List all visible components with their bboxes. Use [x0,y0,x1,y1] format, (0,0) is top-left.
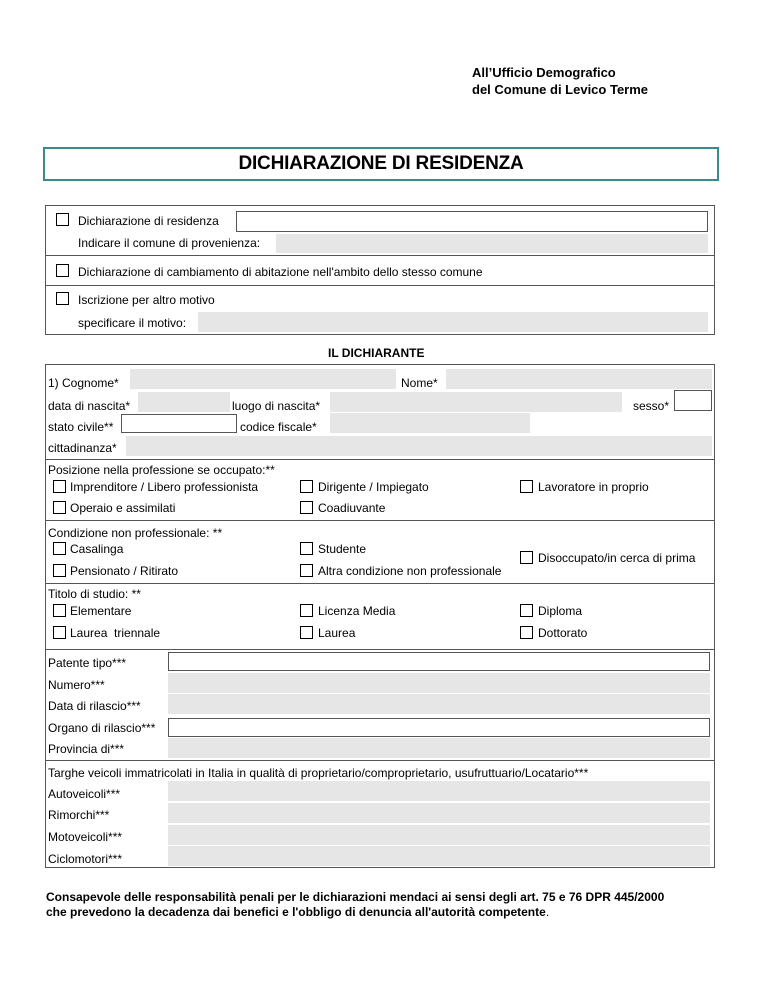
organo-input[interactable] [168,718,710,737]
laurea-checkbox[interactable] [300,626,313,639]
motoveicoli-label: Motoveicoli*** [48,830,123,844]
recipient-address [472,64,648,98]
form-title: DICHIARAZIONE DI RESIDENZA [238,153,524,174]
data-rilascio-input[interactable] [168,694,710,714]
residenza-label: Dichiarazione di residenza [78,214,219,228]
studio-heading: Titolo di studio: ** [48,587,141,601]
luogo-nascita-input[interactable] [330,392,622,412]
operaio-checkbox[interactable] [53,501,66,514]
stato-civile-input[interactable] [121,414,237,433]
professione-heading: Posizione nella professione se occupato:** [48,463,275,477]
imprenditore-checkbox[interactable] [53,480,66,493]
nome-input[interactable] [446,369,712,389]
numero-label: Numero*** [48,678,105,692]
rimorchi-input[interactable] [168,803,710,823]
pensionato-checkbox[interactable] [53,564,66,577]
diploma-checkbox[interactable] [520,604,533,617]
studente-label: Studente [318,542,367,556]
organo-label: Organo di rilascio*** [48,721,156,735]
residenza-input[interactable] [236,211,708,232]
operaio-label: Operaio e assimilati [70,501,176,515]
legal-notice-line-2 [46,905,664,920]
cognome-input[interactable] [130,369,396,389]
numero-input[interactable] [168,673,710,693]
nome-label: Nome* [401,376,438,390]
pensionato-label: Pensionato / Ritirato [70,564,179,578]
luogo-nascita-label: luogo di nascita* [232,399,321,413]
licenza-media-label: Licenza Media [318,604,396,618]
patente-tipo-label: Patente tipo*** [48,656,127,670]
veicoli-heading: Targhe veicoli immatricolati in Italia in qualità di proprietario/comproprietario, usufruttuario/Locatario*** [48,766,589,780]
codice-fiscale-input[interactable] [330,413,530,433]
sesso-label: sesso* [633,399,670,413]
motoveicoli-input[interactable] [168,825,710,845]
data-rilascio-label: Data di rilascio*** [48,699,141,713]
ciclomotori-label: Ciclomotori*** [48,852,123,866]
ciclomotori-input[interactable] [168,846,710,866]
iscrizione-label: Iscrizione per altro motivo [78,293,215,307]
legal-notice-line-2-text: che prevedono la decadenza dai benefici e l'obbligo di denuncia all'autorità competente [46,905,546,919]
rimorchi-label: Rimorchi*** [48,808,110,822]
legal-notice [46,890,664,920]
iscrizione-checkbox[interactable] [56,292,69,305]
residenza-checkbox[interactable] [56,213,69,226]
dottorato-label: Dottorato [538,626,588,640]
condizione-heading: Condizione non professionale: ** [48,526,223,540]
laurea-triennale-checkbox[interactable] [53,626,66,639]
legal-notice-line-1: Consapevole delle responsabilità penali per le dichiarazioni mendaci ai sensi degli art. 75 e 76 DPR 445/2000 [46,890,665,904]
coadiuvante-checkbox[interactable] [300,501,313,514]
cambiamento-label: Dichiarazione di cambiamento di abitazione nell'ambito dello stesso comune [78,265,483,279]
dirigente-checkbox[interactable] [300,480,313,493]
data-nascita-label: data di nascita* [48,399,131,413]
lavoratore-label: Lavoratore in proprio [538,480,649,494]
form-title-box [43,147,719,181]
laurea-label: Laurea [318,626,356,640]
provincia-label: Provincia di*** [48,742,125,756]
laurea-triennale-label: Laurea triennale [70,626,161,640]
cambiamento-checkbox[interactable] [56,264,69,277]
lavoratore-checkbox[interactable] [520,480,533,493]
cittadinanza-label: cittadinanza* [48,441,117,455]
divider [45,285,715,286]
studente-checkbox[interactable] [300,542,313,555]
diploma-label: Diploma [538,604,583,618]
stato-civile-label: stato civile** [48,420,114,434]
motivo-input[interactable] [198,312,708,332]
licenza-media-checkbox[interactable] [300,604,313,617]
codice-fiscale-label: codice fiscale* [240,420,317,434]
casalinga-label: Casalinga [70,542,124,556]
divider [45,255,715,256]
casalinga-checkbox[interactable] [53,542,66,555]
cittadinanza-input[interactable] [126,436,712,456]
elementare-checkbox[interactable] [53,604,66,617]
legal-notice-period: . [545,905,550,919]
imprenditore-label: Imprenditore / Libero professionista [70,480,259,494]
dottorato-checkbox[interactable] [520,626,533,639]
motivo-label: specificare il motivo: [78,316,187,330]
coadiuvante-label: Coadiuvante [318,501,386,515]
provincia-input[interactable] [168,738,710,758]
dirigente-label: Dirigente / Impiegato [318,480,429,494]
altra-condizione-checkbox[interactable] [300,564,313,577]
address-line-2: del Comune di Levico Terme [472,82,649,97]
data-nascita-input[interactable] [138,392,230,412]
disoccupato-checkbox[interactable] [520,551,533,564]
address-line-1: All’Ufficio Demografico [472,65,616,80]
declarant-heading: IL DICHIARANTE [328,346,425,360]
patente-tipo-input[interactable] [168,652,710,671]
cognome-label: 1) Cognome* [48,376,119,390]
autoveicoli-label: Autoveicoli*** [48,787,121,801]
sesso-input[interactable] [674,390,712,411]
provenienza-label: Indicare il comune di provenienza: [78,236,261,250]
elementare-label: Elementare [70,604,132,618]
autoveicoli-input[interactable] [168,781,710,801]
disoccupato-label: Disoccupato/in cerca di prima [538,551,696,565]
altra-condizione-label: Altra condizione non professionale [318,564,502,578]
provenienza-input[interactable] [276,234,708,253]
